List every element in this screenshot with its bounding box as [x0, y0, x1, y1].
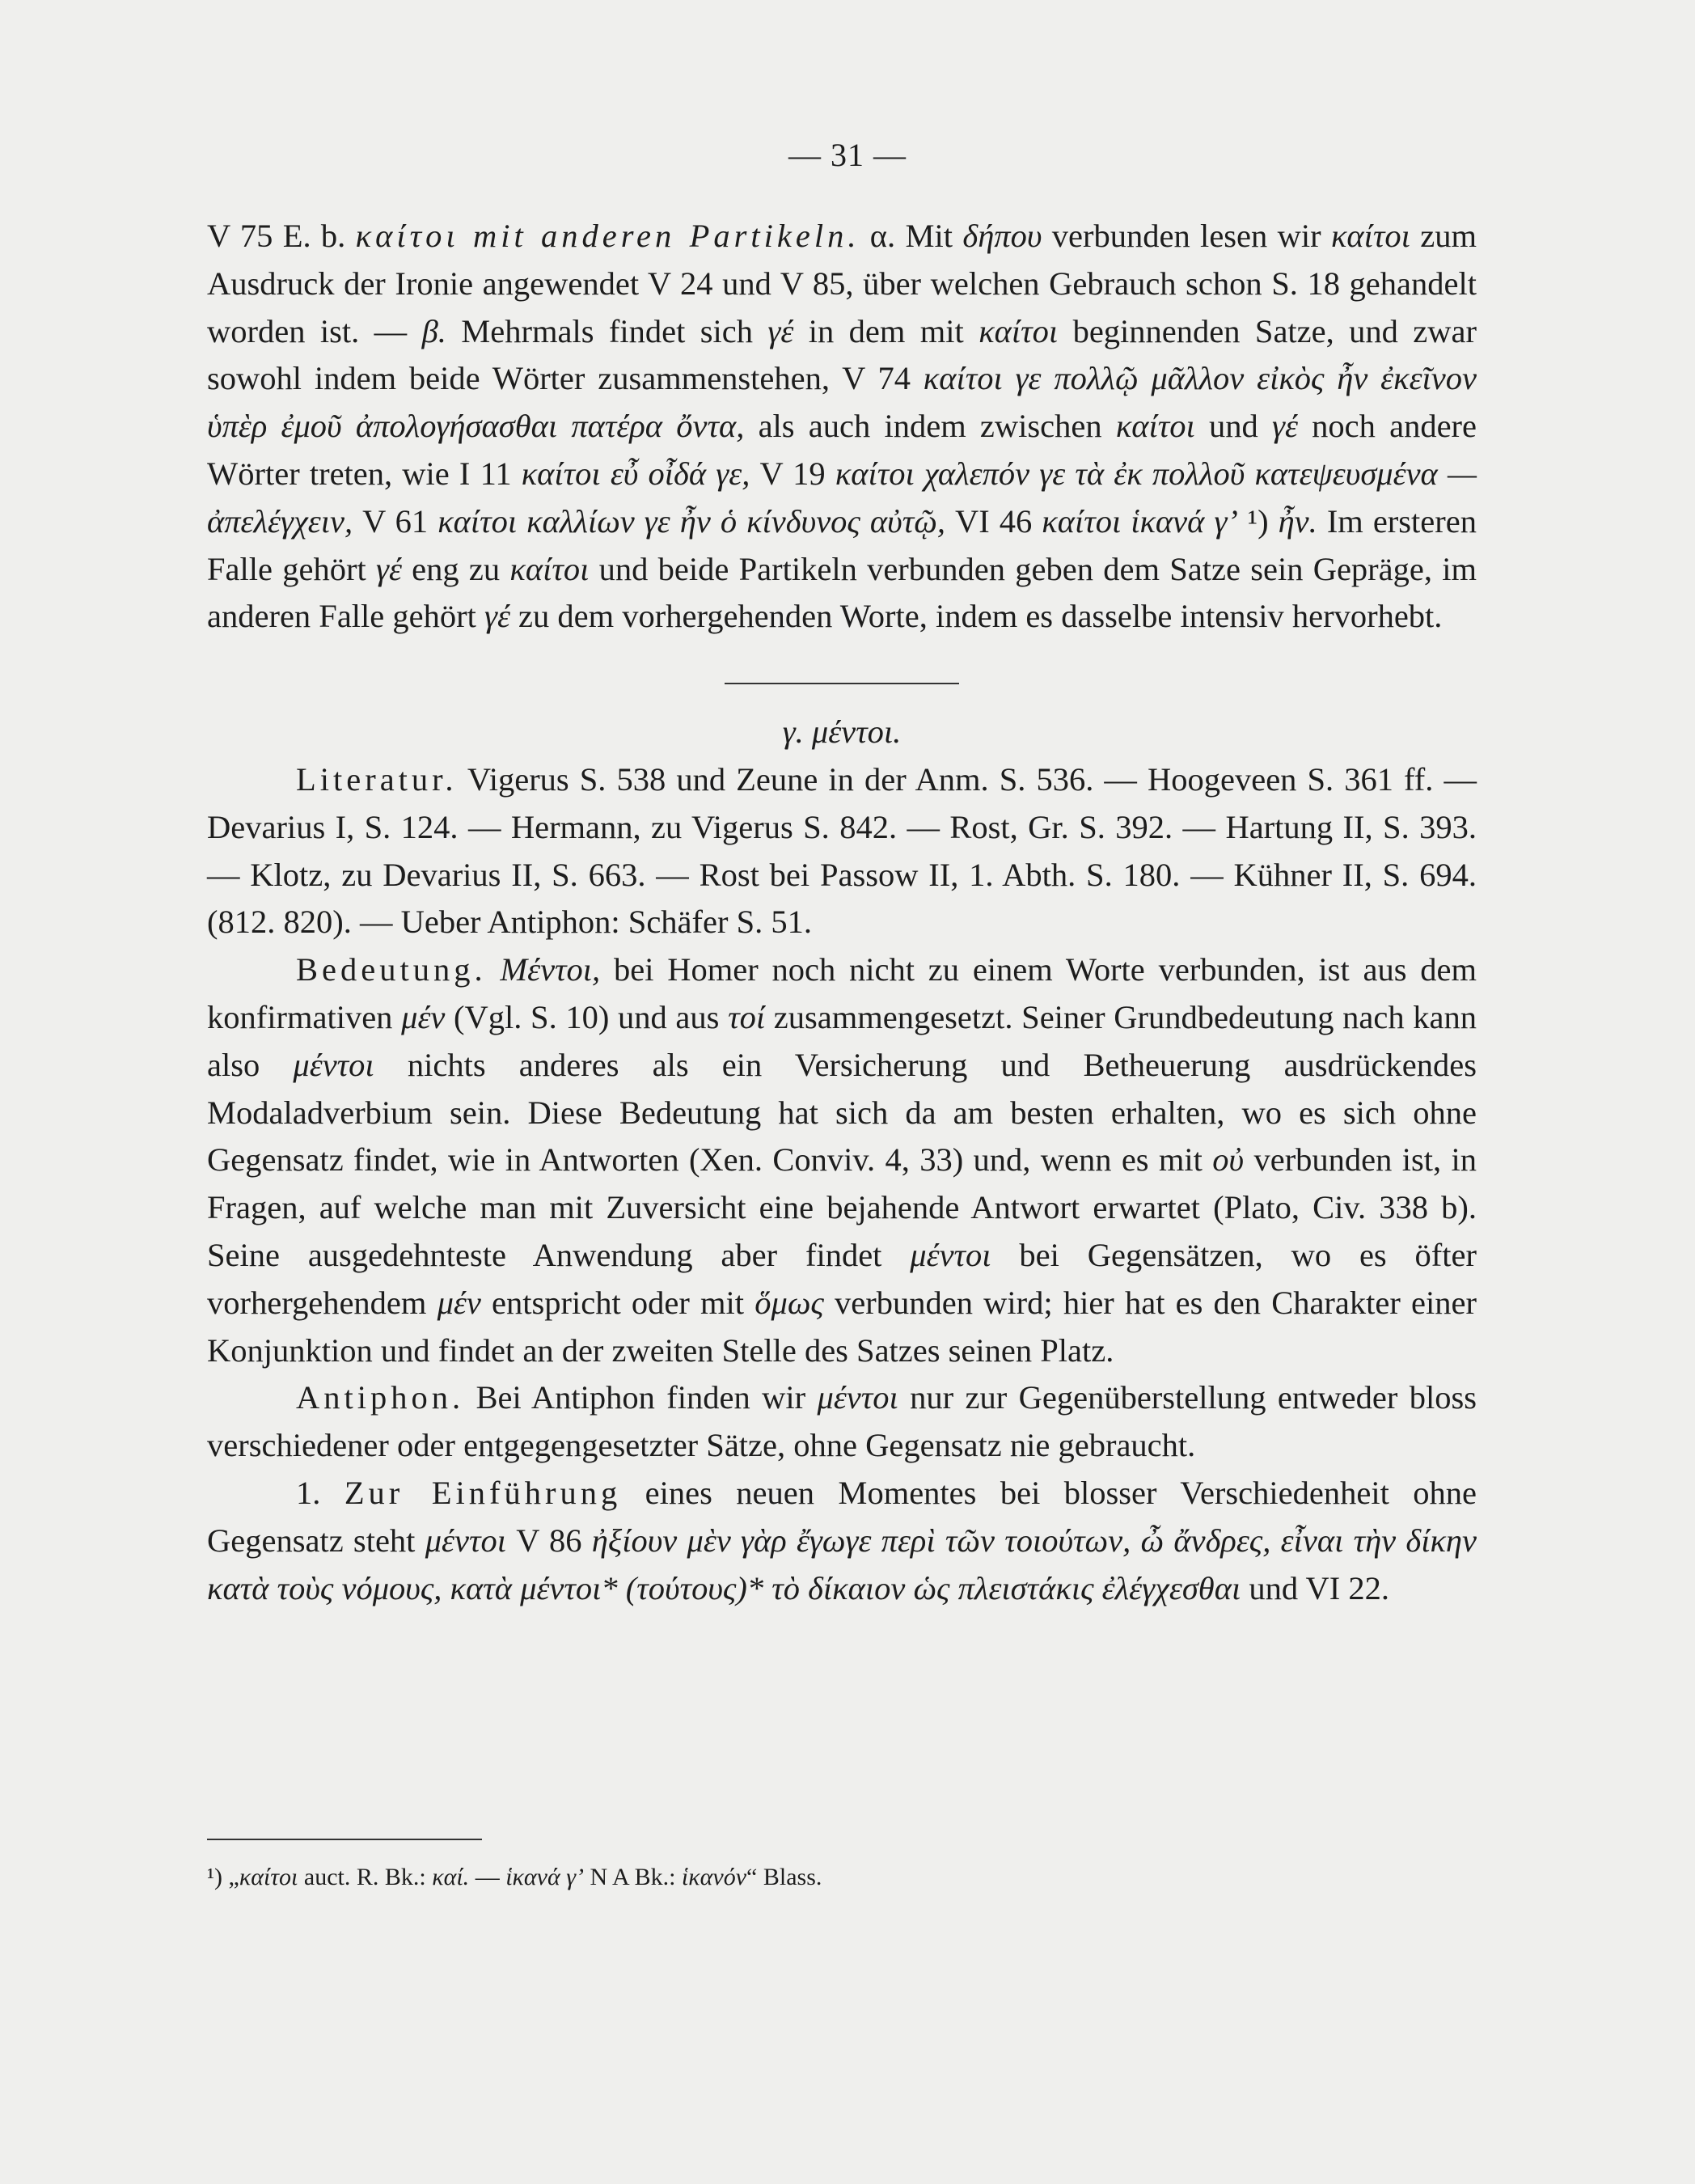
greek-term: καίτοι — [979, 312, 1059, 349]
greek-quote: καίτοι καλλίων γε ἦν ὁ κίνδυνος αὐτῷ, — [437, 502, 945, 540]
text-span: „ — [222, 1864, 239, 1890]
greek-term: δήπου — [962, 218, 1042, 254]
footnote-ref: ¹) — [1237, 502, 1279, 540]
text-span: nur zur Gegenüberstellung entweder bloss verschiedener oder entgegengesetzter Sätze, ohne Gegensatz nie gebraucht. — [207, 1379, 1477, 1464]
text-span: Bei Antiphon finden wir — [464, 1379, 818, 1416]
footnote-divider — [207, 1839, 482, 1840]
text-span: und VI 22. — [1241, 1569, 1389, 1606]
section-gamma-title: γ. μέντοι. — [782, 713, 902, 751]
text-span: zusammengesetzt. Seiner Grundbedeutung nach kann also — [207, 998, 1477, 1083]
paragraph-bedeutung — [207, 946, 1477, 1374]
greek-term: τοί — [728, 998, 766, 1035]
greek-term: μέντοι — [910, 1236, 991, 1273]
text-span: eines neuen Momentes bei blosser Verschiedenheit ohne Gegensatz steht — [207, 1474, 1477, 1559]
page-body — [207, 213, 1477, 1612]
paragraph-antiphon — [207, 1374, 1477, 1470]
text-span: zu dem vorhergehenden Worte, indem es dasselbe intensiv hervorhebt. — [509, 598, 1443, 635]
greek-term: γέ — [1272, 408, 1298, 445]
paragraph-label: Bedeutung. — [296, 951, 487, 988]
greek-quote: καίτοι εὖ οἶδά γε, — [521, 455, 750, 492]
greek-term: καίτοι — [239, 1864, 298, 1890]
greek-term: καίτοι — [509, 550, 590, 587]
text-span: V 61 — [353, 502, 438, 540]
text-span: verbunden wird; hier hat es den Charakter einer Konjunktion und findet an der zweiten Stelle des Satzes seinen Platz. — [207, 1284, 1477, 1369]
greek-quote: ἠξίουν μὲν γὰρ ἔγωγε περὶ τῶν τοιούτων, ὦ ἄνδρες, εἶναι τὴν δίκην κατὰ τοὺς νόμους, κατὰ μέντοι* (τούτους)* τὸ δίκαιον ὡς πλειστάκις ἐλέγχεσθαι — [207, 1522, 1477, 1606]
greek-quote: καίτοι γε πολλῷ μᾶλλον εἰκὸς ἦν ἐκεῖνον ὑπὲρ ἐμοῦ ἀπολογήσασθαι πατέρα ὄντα, — [207, 360, 1477, 445]
paragraph-label: Literatur. — [296, 760, 458, 798]
greek-term: ὅμως — [755, 1284, 824, 1321]
text-span: verbunden ist, in Fragen, auf welche man mit Zuversicht eine bejahende Antwort erwartet (Plato, Civ. 338 b). Seine ausgedehnteste Anwendung aber findet — [207, 1141, 1477, 1273]
text-span: zum Ausdruck der Ironie angewendet V 24 und V 85, über welchen Gebrauch schon S. 18 gehandelt worden ist. — — [207, 218, 1477, 349]
text-span: V 19 — [750, 455, 835, 492]
footnote-mark: ¹) — [207, 1864, 222, 1890]
greek-quote: καίτοι χαλεπόν γε τὰ ἐκ πολλοῦ κατεψευσμένα — ἀπελέγχειν, — [207, 455, 1477, 540]
text-span: “ Blass. — [746, 1864, 822, 1890]
section-divider — [725, 683, 959, 684]
greek-term: καίτοι — [1330, 218, 1410, 254]
text-span: verbunden lesen wir — [1042, 218, 1331, 254]
greek-term: γέ — [767, 312, 794, 349]
text-span: eng zu — [401, 550, 510, 587]
greek-term: γέ — [375, 550, 402, 587]
greek-term: ἱκανόν — [681, 1864, 747, 1890]
text-span: N A Bk.: — [584, 1864, 682, 1890]
paragraph-section-b — [207, 213, 1477, 641]
paragraph-literatur — [207, 756, 1477, 946]
text-span: entspricht oder mit — [480, 1284, 755, 1321]
greek-term: οὐ — [1212, 1141, 1245, 1179]
greek-term: ἱκανά γ’ — [505, 1864, 585, 1890]
greek-term: γέ — [484, 598, 510, 635]
text-span: als auch indem zwischen — [744, 408, 1116, 445]
footnote — [207, 1861, 822, 1894]
greek-term: μέντοι — [817, 1379, 898, 1416]
greek-term: μέντοι — [293, 1046, 374, 1083]
greek-term: ἦν. — [1278, 502, 1317, 540]
greek-term: μέν — [401, 998, 446, 1035]
text-span — [487, 951, 501, 988]
text-span: Mehrmals findet sich — [446, 312, 768, 349]
greek-term: μέντοι — [425, 1522, 506, 1559]
text-span: auct. R. Bk.: — [298, 1864, 433, 1890]
greek-term: καί. — [432, 1864, 470, 1890]
text-span: und beide Partikeln verbunden geben dem Satze sein Gepräge, im anderen Falle gehört — [207, 550, 1477, 635]
text-span: und — [1194, 408, 1272, 445]
greek-quote: καίτοι ἱκανά γ’ — [1042, 502, 1238, 540]
text-span: — — [469, 1864, 506, 1890]
greek-term: μέν — [437, 1284, 481, 1321]
paragraph-label: Antiphon. — [296, 1379, 465, 1416]
text-span: Im ersteren Falle gehört — [207, 502, 1477, 587]
text-span: V 86 — [505, 1522, 592, 1559]
paragraph-point-1 — [207, 1470, 1477, 1612]
text-span: noch andere Wörter treten, wie I 11 — [207, 408, 1477, 492]
greek-term: καίτοι — [1115, 408, 1195, 445]
text-span: beginnenden Satze, und zwar sowohl indem beide Wörter zusammenstehen, V 74 — [207, 312, 1477, 397]
text-span: V 75 E. b. — [207, 218, 356, 254]
section-heading: καίτοι mit anderen Partikeln. — [355, 218, 860, 254]
text-span: (Vgl. S. 10) und aus — [445, 998, 729, 1035]
point-number: 1. — [296, 1474, 344, 1511]
text-span: nichts anderes als ein Versicherung und Betheuerung ausdrückendes Modaladverbium sein. Diese Bedeutung hat sich da am besten erhalten, wo es sich ohne Gegensatz findet, wie in Antworten (Xen. Conviv. 4, 33) und, wenn es mit — [207, 1046, 1477, 1179]
text-span: α. Mit — [860, 218, 963, 254]
text-span: Vigerus S. 538 und Zeune in der Anm. S. 536. — Hoogeveen S. 361 ff. — Devarius I, S. 124. — Hermann, zu Vigerus S. 842. — Rost, Gr. S. 392. — Hartung II, S. 393. — Klotz, zu Devarius II, S. 663. — Rost bei Passow II, 1. Abth. S. 180. — Kühner II, S. 694. (812. 820). — Ueber Antiphon: Schäfer S. 51. — [207, 760, 1477, 941]
page-number: — 31 — — [788, 137, 907, 173]
greek-term: β. — [421, 312, 446, 349]
text-span: bei Gegensätzen, wo es öfter vorhergehendem — [207, 1236, 1477, 1321]
text-span: VI 46 — [945, 502, 1042, 540]
paragraph-label: Zur Einführung — [344, 1474, 622, 1511]
text-span: bei Homer noch nicht zu einem Worte verbunden, ist aus dem konfirmativen — [207, 951, 1477, 1035]
text-span: in dem mit — [793, 312, 979, 349]
greek-term: Μέντοι, — [500, 951, 601, 988]
